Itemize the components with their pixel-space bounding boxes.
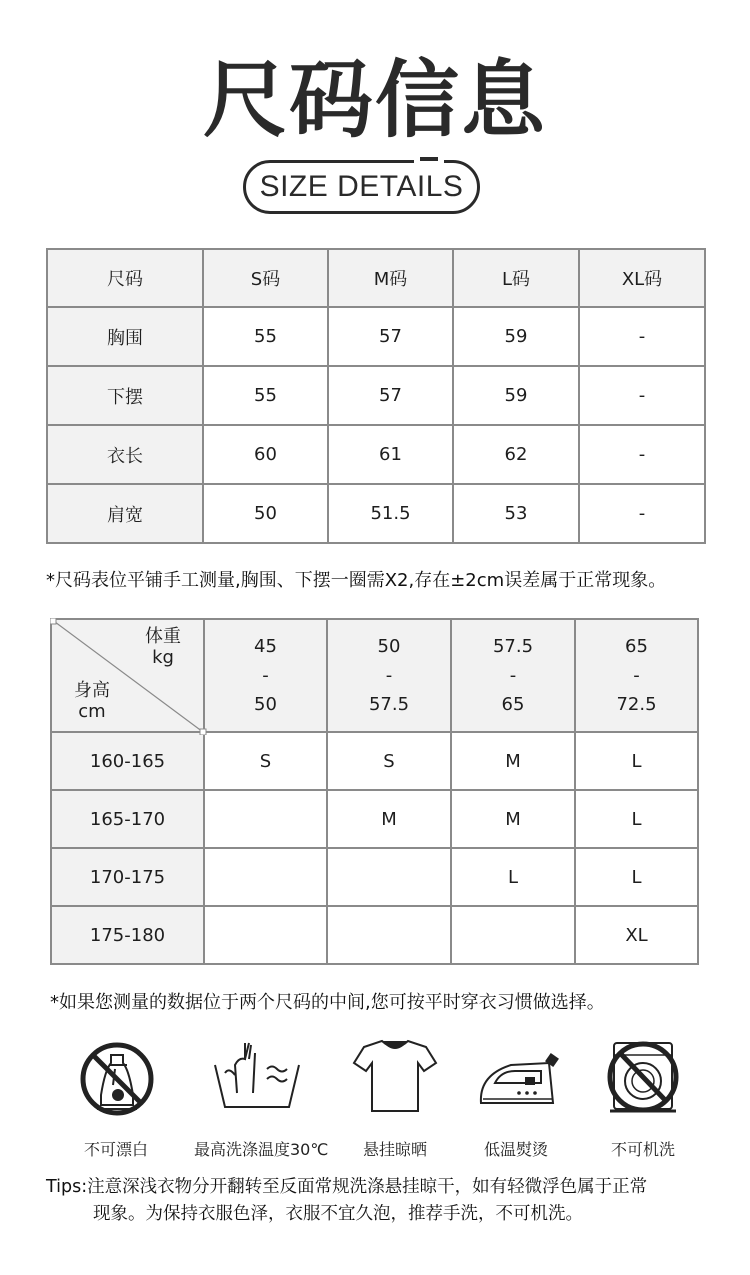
table-row bbox=[51, 848, 698, 906]
table-cell: 57 bbox=[328, 307, 453, 366]
table-cell: 62 bbox=[453, 425, 579, 484]
table-cell: - bbox=[579, 307, 705, 366]
size-cell bbox=[204, 848, 327, 906]
table-row bbox=[51, 790, 698, 848]
column-header: XL码 bbox=[579, 249, 705, 307]
table-cell: 53 bbox=[453, 484, 579, 543]
size-cell: S bbox=[204, 732, 327, 790]
table-row bbox=[47, 484, 705, 543]
table-row bbox=[51, 732, 698, 790]
table-cell: 51.5 bbox=[328, 484, 453, 543]
table-cell: 60 bbox=[203, 425, 328, 484]
table-row bbox=[47, 307, 705, 366]
size-cell: M bbox=[451, 732, 575, 790]
table-cell: 59 bbox=[453, 307, 579, 366]
page-title: 尺码信息 bbox=[202, 51, 547, 149]
table-cell: 55 bbox=[203, 366, 328, 425]
low-iron-icon bbox=[471, 1035, 561, 1117]
size-details-badge: SIZE DETAILS bbox=[243, 160, 480, 214]
size-cell bbox=[204, 906, 327, 964]
corner-cell bbox=[51, 619, 204, 732]
row-label: 衣长 bbox=[47, 425, 203, 484]
care-label: 最高洗涤温度30℃ bbox=[194, 1140, 329, 1159]
table-cell: 57 bbox=[328, 366, 453, 425]
size-cell: L bbox=[575, 732, 698, 790]
table-cell: 50 bbox=[203, 484, 328, 543]
weight-range-header: 65 - 72.5 bbox=[575, 619, 698, 732]
column-header: S码 bbox=[203, 249, 328, 307]
no-machine-wash-icon bbox=[598, 1035, 688, 1117]
tips-line-1: Tips:注意深浅衣物分开翻转至反面常规洗涤悬挂晾干，如有轻微浮色属于正常 bbox=[46, 1177, 648, 1197]
weight-header-row bbox=[51, 619, 698, 732]
care-label: 不可机洗 bbox=[610, 1140, 675, 1159]
size-cell bbox=[451, 906, 575, 964]
table-cell: 55 bbox=[203, 307, 328, 366]
height-range-label: 160-165 bbox=[51, 732, 204, 790]
size-cell bbox=[327, 848, 451, 906]
care-item-low-iron bbox=[456, 1035, 576, 1160]
column-header: 尺码 bbox=[47, 249, 203, 307]
care-tips bbox=[46, 1174, 716, 1228]
size-choice-note: *如果您测量的数据位于两个尺码的中间,您可按平时穿衣习惯做选择。 bbox=[50, 992, 605, 1013]
size-cell: S bbox=[327, 732, 451, 790]
height-axis-label: 身高 cm bbox=[74, 680, 110, 722]
tips-line-2: 现象。为保持衣服色泽，衣服不宜久泡，推荐手洗，不可机洗。 bbox=[93, 1204, 583, 1224]
height-range-label: 165-170 bbox=[51, 790, 204, 848]
size-cell: XL bbox=[575, 906, 698, 964]
size-cell bbox=[204, 790, 327, 848]
table-row bbox=[47, 366, 705, 425]
height-range-label: 175-180 bbox=[51, 906, 204, 964]
no-bleach-icon bbox=[71, 1035, 161, 1117]
badge-mark-decoration bbox=[420, 157, 438, 161]
table-cell: - bbox=[579, 425, 705, 484]
hang-dry-icon bbox=[350, 1035, 440, 1117]
size-cell: M bbox=[327, 790, 451, 848]
table-row bbox=[51, 906, 698, 964]
care-item-no-machine-wash bbox=[583, 1035, 703, 1160]
size-table bbox=[46, 248, 706, 544]
weight-range-header: 45 - 50 bbox=[204, 619, 327, 732]
size-cell: L bbox=[575, 848, 698, 906]
weight-range-header: 57.5 - 65 bbox=[451, 619, 575, 732]
table-cell: - bbox=[579, 484, 705, 543]
column-header: M码 bbox=[328, 249, 453, 307]
measurement-note: *尺码表位平铺手工测量,胸围、下摆一圈需X2,存在±2cm误差属于正常现象。 bbox=[46, 570, 667, 591]
size-table-header-row bbox=[47, 249, 705, 307]
row-label: 胸围 bbox=[47, 307, 203, 366]
table-cell: - bbox=[579, 366, 705, 425]
care-item-hang-dry bbox=[335, 1035, 455, 1160]
hand-wash-30c-icon bbox=[209, 1035, 299, 1117]
care-label: 不可漂白 bbox=[83, 1140, 148, 1159]
size-cell: M bbox=[451, 790, 575, 848]
size-cell bbox=[327, 906, 451, 964]
column-header: L码 bbox=[453, 249, 579, 307]
care-item-hand-wash bbox=[194, 1035, 329, 1160]
size-recommendation-table bbox=[50, 618, 699, 965]
row-label: 肩宽 bbox=[47, 484, 203, 543]
care-item-no-bleach bbox=[56, 1035, 176, 1160]
table-cell: 61 bbox=[328, 425, 453, 484]
weight-range-header: 50 - 57.5 bbox=[327, 619, 451, 732]
table-row bbox=[47, 425, 705, 484]
weight-axis-label: 体重 kg bbox=[145, 626, 181, 668]
table-cell: 59 bbox=[453, 366, 579, 425]
care-label: 低温熨烫 bbox=[483, 1140, 548, 1159]
height-range-label: 170-175 bbox=[51, 848, 204, 906]
care-label: 悬挂晾晒 bbox=[362, 1140, 427, 1159]
size-cell: L bbox=[575, 790, 698, 848]
size-cell: L bbox=[451, 848, 575, 906]
row-label: 下摆 bbox=[47, 366, 203, 425]
